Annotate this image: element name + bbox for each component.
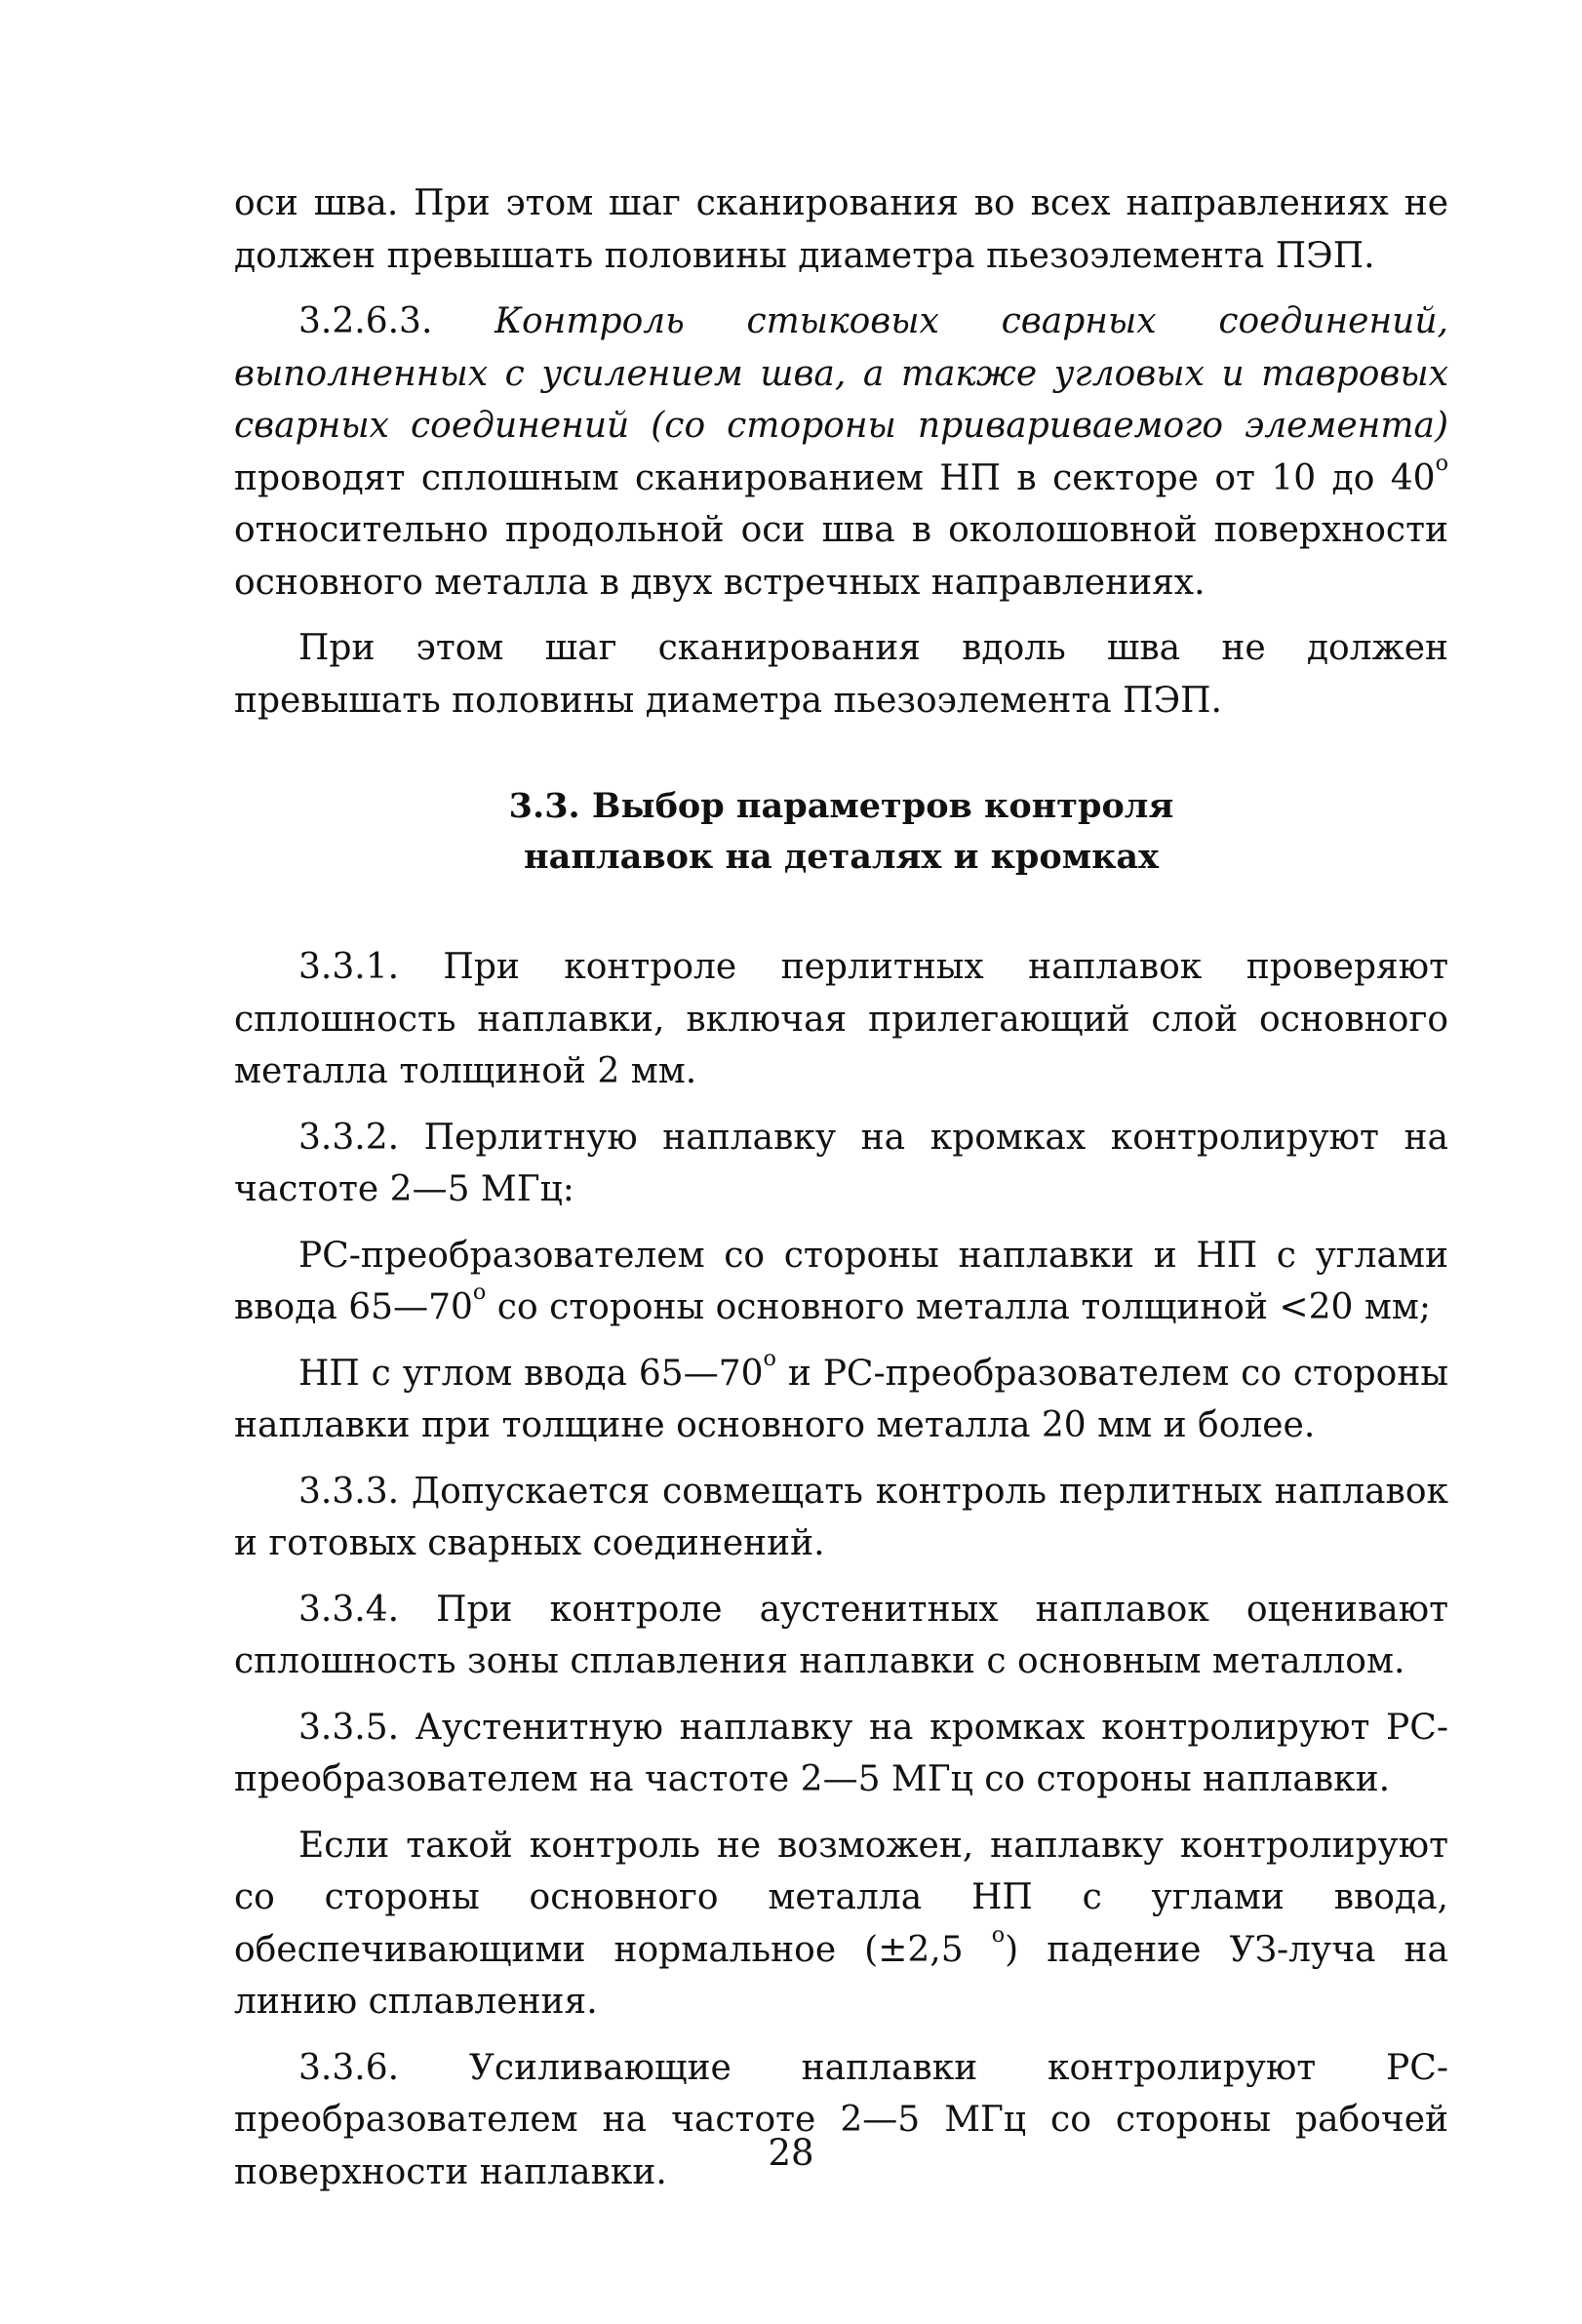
section-heading xyxy=(234,781,1448,883)
paragraph-3-3-2: 3.3.2. Перлитную наплавку на кромках контролируют на частоте 2—5 МГц: xyxy=(234,1117,1448,1209)
paragraph: При этом шаг сканирования вдоль шва не должен превышать половины диаметра пьезоэлемента ПЭП. xyxy=(234,628,1448,721)
paragraph-text: и РС-преобразователем со стороны наплавки при толщине основного металла 20 мм и более. xyxy=(234,1353,1448,1445)
heading-line: 3.3. Выбор параметров контроля xyxy=(508,786,1174,826)
paragraph xyxy=(234,1230,1448,1334)
paragraph-text: относительно продольной оси шва в околошовной поверхности основного металла в двух встречных направлениях. xyxy=(234,510,1448,603)
paragraph-3-2-6-3 xyxy=(234,295,1448,609)
degree-sign: о xyxy=(763,1345,776,1371)
paragraph-3-3-1: 3.3.1. При контроле перлитных наплавок проверяют сплошность наплавки, включая прилегающий слой основного металла толщиной 2 мм. xyxy=(234,947,1448,1091)
paragraph-text: НП с углом ввода 65—70 xyxy=(298,1353,764,1394)
paragraph-3-3-5: 3.3.5. Аустенитную наплавку на кромках контролируют РС-преобразователем на частоте 2—5 МГц со стороны наплавки. xyxy=(234,1707,1448,1799)
paragraph-text: со стороны основного металла толщиной <20 мм; xyxy=(486,1287,1431,1327)
paragraph-3-3-6: 3.3.6. Усиливающие наплавки контролируют РС-преобразователем на частоте 2—5 МГц со стороны рабочей поверхности наплавки. xyxy=(234,2047,1448,2192)
heading-line: наплавок на деталях и кромках xyxy=(524,837,1159,877)
clause-title: Контроль стыковых сварных соединений, выполненных с усилением шва, а также угловых и тавровых сварных соединений (со стороны привариваемого элемента) xyxy=(234,301,1448,446)
text-column xyxy=(234,177,1448,2212)
paragraph-3-3-3: 3.3.3. Допускается совмещать контроль перлитных наплавок и готовых сварных соединений. xyxy=(234,1471,1448,1563)
paragraph-text: Если такой контроль не возможен, наплавку контролируют со стороны основного металла НП с углами ввода, обеспечивающими нормальное (±2,5 xyxy=(234,1825,1448,1970)
paragraph-3-3-4: 3.3.4. При контроле аустенитных наплавок оценивают сплошность зоны сплавления наплавки с основным металлом. xyxy=(234,1589,1448,1681)
paragraph xyxy=(234,1345,1448,1452)
paragraph-text: ) падение УЗ-луча на линию сплавления. xyxy=(234,1929,1448,2022)
paragraph xyxy=(234,1820,1448,2029)
paragraph: оси шва. При этом шаг сканирования во всех направлениях не должен превышать половины диаметра пьезоэлемента ПЭП. xyxy=(234,183,1448,276)
page-number: 28 xyxy=(768,2132,814,2174)
degree-sign: о xyxy=(991,1921,1006,1948)
paragraph-text: проводят сплошным сканированием НП в секторе от 10 до 40 xyxy=(234,457,1436,498)
paragraph-text: РС-преобразователем со стороны наплавки и НП с углами ввода 65—70 xyxy=(234,1235,1448,1327)
degree-sign: о xyxy=(472,1279,487,1305)
degree-sign: о xyxy=(1435,450,1448,476)
clause-number: 3.2.6.3. xyxy=(298,301,433,341)
